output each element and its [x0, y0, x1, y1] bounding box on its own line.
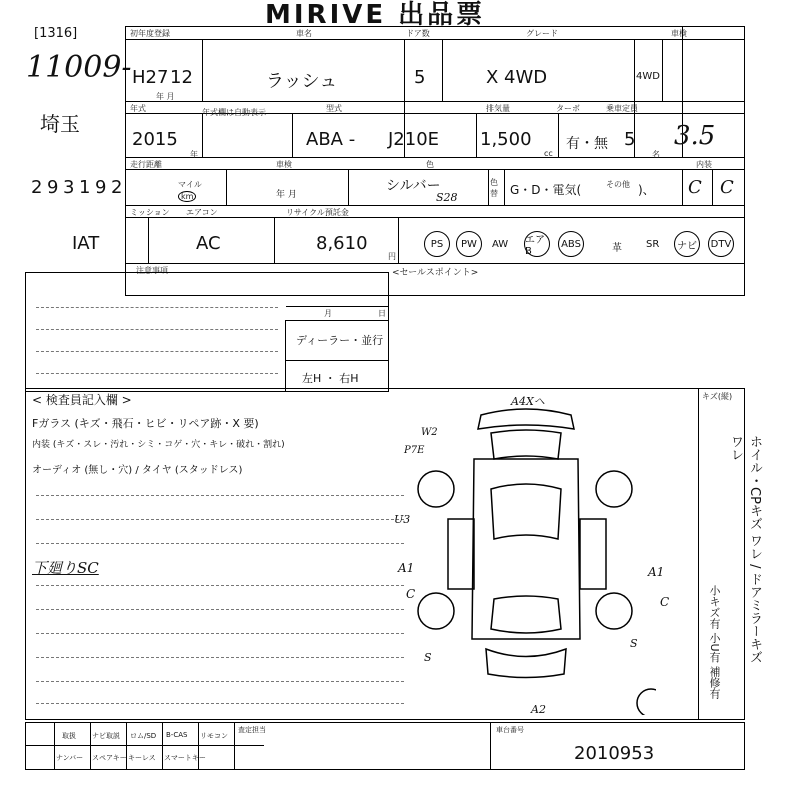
color-code: S28: [436, 191, 458, 204]
mark-u3: U3: [394, 513, 411, 526]
document-title: MIRIVE 出品票: [265, 0, 486, 30]
first-reg-year: H27: [132, 67, 169, 88]
front-bumper: [478, 409, 574, 429]
checker-label: 査定担当: [238, 726, 266, 734]
mark-c-right: C: [660, 595, 670, 609]
mark-p7e: P7E: [404, 445, 425, 456]
wheel-rear-left: [418, 593, 454, 629]
label-seats: 乗車定員: [606, 104, 638, 113]
color-name: シルバー: [386, 178, 441, 194]
model-prefix: ABA -: [306, 129, 356, 150]
label-displacement: 排気量: [486, 104, 510, 113]
color-change-label: 色替: [490, 178, 498, 198]
mark-c-left: C: [406, 587, 416, 601]
wheel-rear-right: [596, 593, 632, 629]
mark-a2: A2: [531, 703, 546, 716]
mileage-digit: 1: [79, 177, 91, 198]
seats-unit: 名: [652, 150, 660, 159]
prefecture: 埼玉: [40, 112, 80, 136]
door-right: [580, 519, 606, 589]
mileage-digit: 9: [95, 177, 107, 198]
mileage-digit: 3: [63, 177, 75, 198]
acc-plate: ナンバー: [56, 754, 84, 762]
acc-navi-manual: ナビ取説: [92, 732, 120, 740]
dealer-import: ディーラー・並行: [296, 334, 384, 347]
inspector-title: < 検査員記入欄 >: [32, 393, 132, 407]
lot-bracket: [1316]: [34, 26, 78, 41]
label-inspection: 車検: [276, 160, 292, 169]
label-mission: ミッション: [130, 208, 170, 217]
model-year: 2015: [132, 129, 178, 150]
label-shaken: 車検: [671, 29, 687, 38]
equip-abs: ABS: [558, 231, 584, 257]
equip-airbag: エアB: [524, 231, 550, 257]
mileage-digit: 2: [31, 177, 43, 198]
door-left: [448, 519, 474, 589]
spare-tire: [637, 689, 656, 715]
dealer-box: [285, 309, 388, 392]
fuel-end: )、: [638, 183, 655, 197]
audio-tire-line: オーディオ (無し・穴) / タイヤ (スタッドレス): [32, 465, 243, 476]
interior-grade: C: [688, 177, 702, 198]
label-interior: 内装: [696, 160, 712, 169]
turbo: 有・無: [566, 136, 608, 152]
year-month-label: 年 月: [156, 92, 175, 101]
inspection-date: 年 月: [276, 190, 297, 200]
label-mileage: 走行距離: [130, 160, 162, 169]
door-count: 5: [414, 67, 426, 88]
recycle-fee: 8,610: [316, 233, 368, 254]
acc-spare-key: スペアキー: [92, 754, 127, 762]
acc-bcas: B-CAS: [166, 731, 188, 739]
evaluation-score: 3.5: [674, 121, 716, 151]
mileage-digit: 9: [47, 177, 59, 198]
right-note-1: ホイル・CPキズ ワレ / ドアミラーキズ ワレ: [728, 435, 762, 664]
car-name: ラッシュ: [266, 71, 338, 92]
roof: [491, 484, 561, 539]
sales-point-label: <セールスポイント>: [392, 268, 479, 278]
fuel-other-label: その他: [606, 180, 630, 189]
label-color: 色: [426, 160, 434, 169]
label-grade: グレード: [526, 29, 558, 38]
acc-remote: リモコン: [200, 732, 228, 740]
model-code: J210E: [388, 129, 440, 150]
wheel-front-right: [596, 471, 632, 507]
label-model-code: 型式: [326, 104, 342, 113]
equip-dtv: DTV: [708, 231, 734, 257]
label-car-name: 車名: [296, 29, 312, 38]
mileage-digit: 2: [111, 177, 123, 198]
month-label: 月: [324, 309, 332, 318]
interior-line: 内装 (キズ・スレ・汚れ・シミ・コゲ・穴・キレ・破れ・割れ): [32, 440, 285, 450]
cc-unit: cc: [544, 149, 553, 158]
accessories-bar: [25, 722, 745, 770]
first-reg-month: 12: [170, 67, 193, 88]
mile-unit: マイル: [178, 180, 202, 189]
windshield-line: Fガラス (キズ・飛石・ヒビ・リペア跡・X 要): [32, 417, 259, 430]
km-unit: km: [178, 191, 196, 202]
mark-a1-left: A1: [398, 561, 415, 575]
handle-side: 左H ・ 右H: [302, 372, 359, 385]
equip-leather: 革: [612, 243, 622, 254]
wheel-front-left: [418, 471, 454, 507]
mark-s-right: S: [630, 637, 638, 650]
label-first-reg: 初年度登録: [130, 29, 170, 38]
exterior-grade: C: [720, 177, 734, 198]
car-body: [472, 459, 580, 639]
equip-navi: ナビ: [674, 231, 700, 257]
handwritten-undercarriage: 下廻りSC: [32, 559, 99, 577]
year-unit: 年: [190, 150, 198, 159]
right-note-2: 小キズ有 小U有 補修有: [708, 585, 721, 700]
aircon: AC: [196, 233, 221, 254]
acc-rom-sd: ロム/SD: [130, 732, 157, 740]
rear-bumper: [486, 649, 566, 678]
right-header: キズ(縦): [702, 392, 733, 401]
label-turbo: ターボ: [556, 104, 580, 113]
acc-manual: 取扱: [62, 732, 76, 740]
mark-front: A4Xヘ: [511, 395, 545, 408]
seat-count: 5: [624, 129, 636, 150]
label-doors: ドア数: [406, 29, 430, 38]
acc-keyless: キーレス: [128, 754, 156, 762]
equip-ps: PS: [424, 231, 450, 257]
mileage-digits: [31, 177, 127, 198]
grade: X 4WD: [486, 67, 548, 88]
lot-number: 11009-: [26, 50, 132, 85]
model-year-note: 年式欄は自動表示: [202, 108, 266, 117]
chassis-number: 2010953: [574, 743, 655, 764]
equip-pw: PW: [456, 231, 482, 257]
yen-unit: 円: [388, 252, 396, 261]
drive-type: 4WD: [636, 71, 660, 82]
acc-smart-key: スマートキー: [164, 754, 206, 762]
fuel-type: G・D・電気(: [510, 183, 582, 197]
day-label: 日: [378, 309, 386, 318]
label-aircon: エアコン: [186, 208, 218, 217]
label-recycle: リサイクル預託金: [286, 208, 349, 217]
notice-label: 注意事項: [136, 266, 168, 275]
rear-window: [491, 596, 561, 633]
chassis-label: 車台番号: [496, 726, 524, 734]
equip-aw: AW: [492, 239, 509, 250]
equip-sunroof: SR: [646, 239, 660, 250]
mark-s-left: S: [424, 651, 432, 664]
windshield: [491, 430, 561, 459]
mission: IAT: [72, 233, 100, 254]
label-model-year: 年式: [130, 104, 146, 113]
inspector-notes: [25, 388, 762, 720]
mark-w2: W2: [421, 427, 438, 438]
mark-a1-right: A1: [648, 565, 665, 579]
displacement: 1,500: [480, 129, 532, 150]
